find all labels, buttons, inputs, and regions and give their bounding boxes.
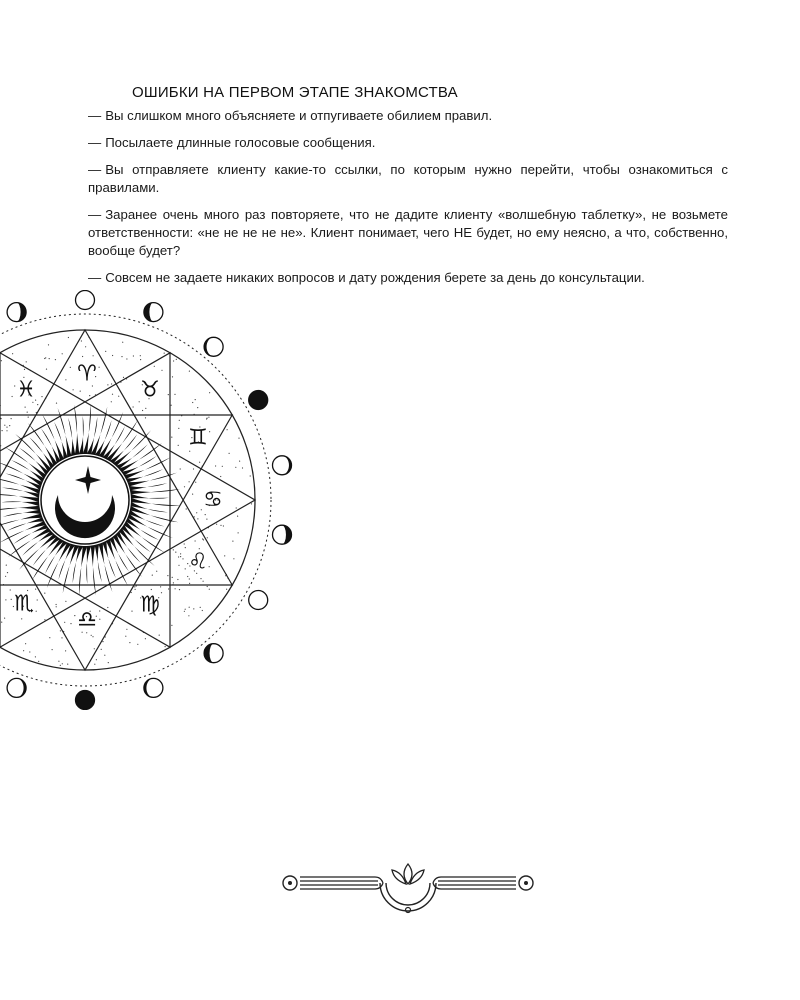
sun-ray	[79, 416, 84, 454]
sun-ray	[131, 498, 181, 506]
list-item	[88, 134, 728, 152]
pisces-icon: ♓	[16, 377, 36, 403]
section-heading: ОШИБКИ НА ПЕРВОМ ЭТАПЕ ЗНАКОМСТВА	[132, 84, 458, 101]
zodiac-wheel-illustration	[0, 290, 300, 710]
zodiac-wheel-svg	[0, 290, 300, 710]
moon-phase-icon	[273, 456, 292, 475]
list-item	[88, 269, 728, 287]
moon-phase-icon	[7, 678, 26, 697]
list-item	[88, 161, 728, 197]
sun-ray	[1, 501, 39, 506]
hexagram-triangle-down	[0, 415, 232, 670]
sun-ray	[32, 539, 64, 580]
list-item-text: Вы отправляете клиенту какие-то ссылки, по которым нужно перейти, чтобы ознакомиться с правилами.	[88, 162, 728, 195]
list-dash: —	[88, 108, 102, 123]
moon-phase-icon	[249, 391, 268, 410]
moon-phase-icon	[204, 337, 223, 356]
list-dash: —	[88, 270, 102, 285]
sun-ray	[124, 457, 171, 479]
sun-ray	[83, 404, 91, 454]
list-item-text: Совсем не задаете никаких вопросов и дату рождения берете за день до консультации.	[105, 270, 645, 285]
sun-ray	[5, 447, 46, 479]
taurus-icon: ♉	[140, 377, 160, 403]
aries-icon: ♈	[77, 361, 97, 387]
gemini-icon: ♊	[188, 425, 208, 451]
sun-ray	[113, 534, 142, 577]
cancer-icon: ♋	[203, 487, 223, 513]
sun-ray	[119, 443, 162, 472]
sun-ray	[42, 414, 64, 461]
list-dash: —	[88, 162, 102, 177]
divider-ornament-svg	[280, 860, 540, 916]
moon-phase-icon	[273, 525, 292, 544]
mistakes-list	[88, 107, 728, 296]
moon-phase-icon	[249, 591, 268, 610]
divider-ornament	[280, 860, 540, 916]
sun-ray	[124, 521, 165, 553]
sun-ray	[28, 423, 57, 466]
list-item	[88, 206, 728, 260]
sun-ray	[0, 506, 40, 511]
sun-ray	[131, 494, 169, 499]
moon-phase-icon	[144, 678, 163, 697]
list-dash: —	[88, 207, 102, 222]
sun-ray	[79, 546, 87, 596]
sun-ray	[86, 546, 91, 584]
sun-ray	[0, 494, 39, 502]
virgo-icon: ♍	[140, 592, 160, 618]
leo-icon: ♌	[188, 549, 208, 575]
sun-ray	[106, 539, 128, 586]
sun-ray	[130, 489, 181, 494]
moon-phase-icon	[204, 644, 223, 663]
list-item	[88, 107, 728, 125]
sun-ray	[106, 420, 138, 461]
scorpio-icon: ♏	[14, 591, 34, 617]
list-dash: —	[88, 135, 102, 150]
sun-ray	[91, 545, 96, 596]
sun-ray	[74, 405, 79, 456]
moon-phase-icon	[144, 303, 163, 322]
list-item-text: Заранее очень много раз повторяете, что не дадите клиенту «волшебную таблетку», не возьмете ответственности: «не не не не не». Клиент понимает, чего НЕ будет, но ему неясно, а что, собственно, вообще будет?	[88, 207, 728, 258]
libra-icon: ♎	[77, 607, 97, 633]
list-item-text: Посылаете длинные голосовые сообщения.	[105, 135, 376, 150]
sun-ray	[8, 528, 51, 557]
moon-phase-icon	[76, 691, 95, 710]
moon-phase-icon	[7, 303, 26, 322]
moon-phase-icon	[76, 291, 95, 310]
list-item-text: Вы слишком много объясняете и отпугиваете обилием правил.	[105, 108, 493, 123]
